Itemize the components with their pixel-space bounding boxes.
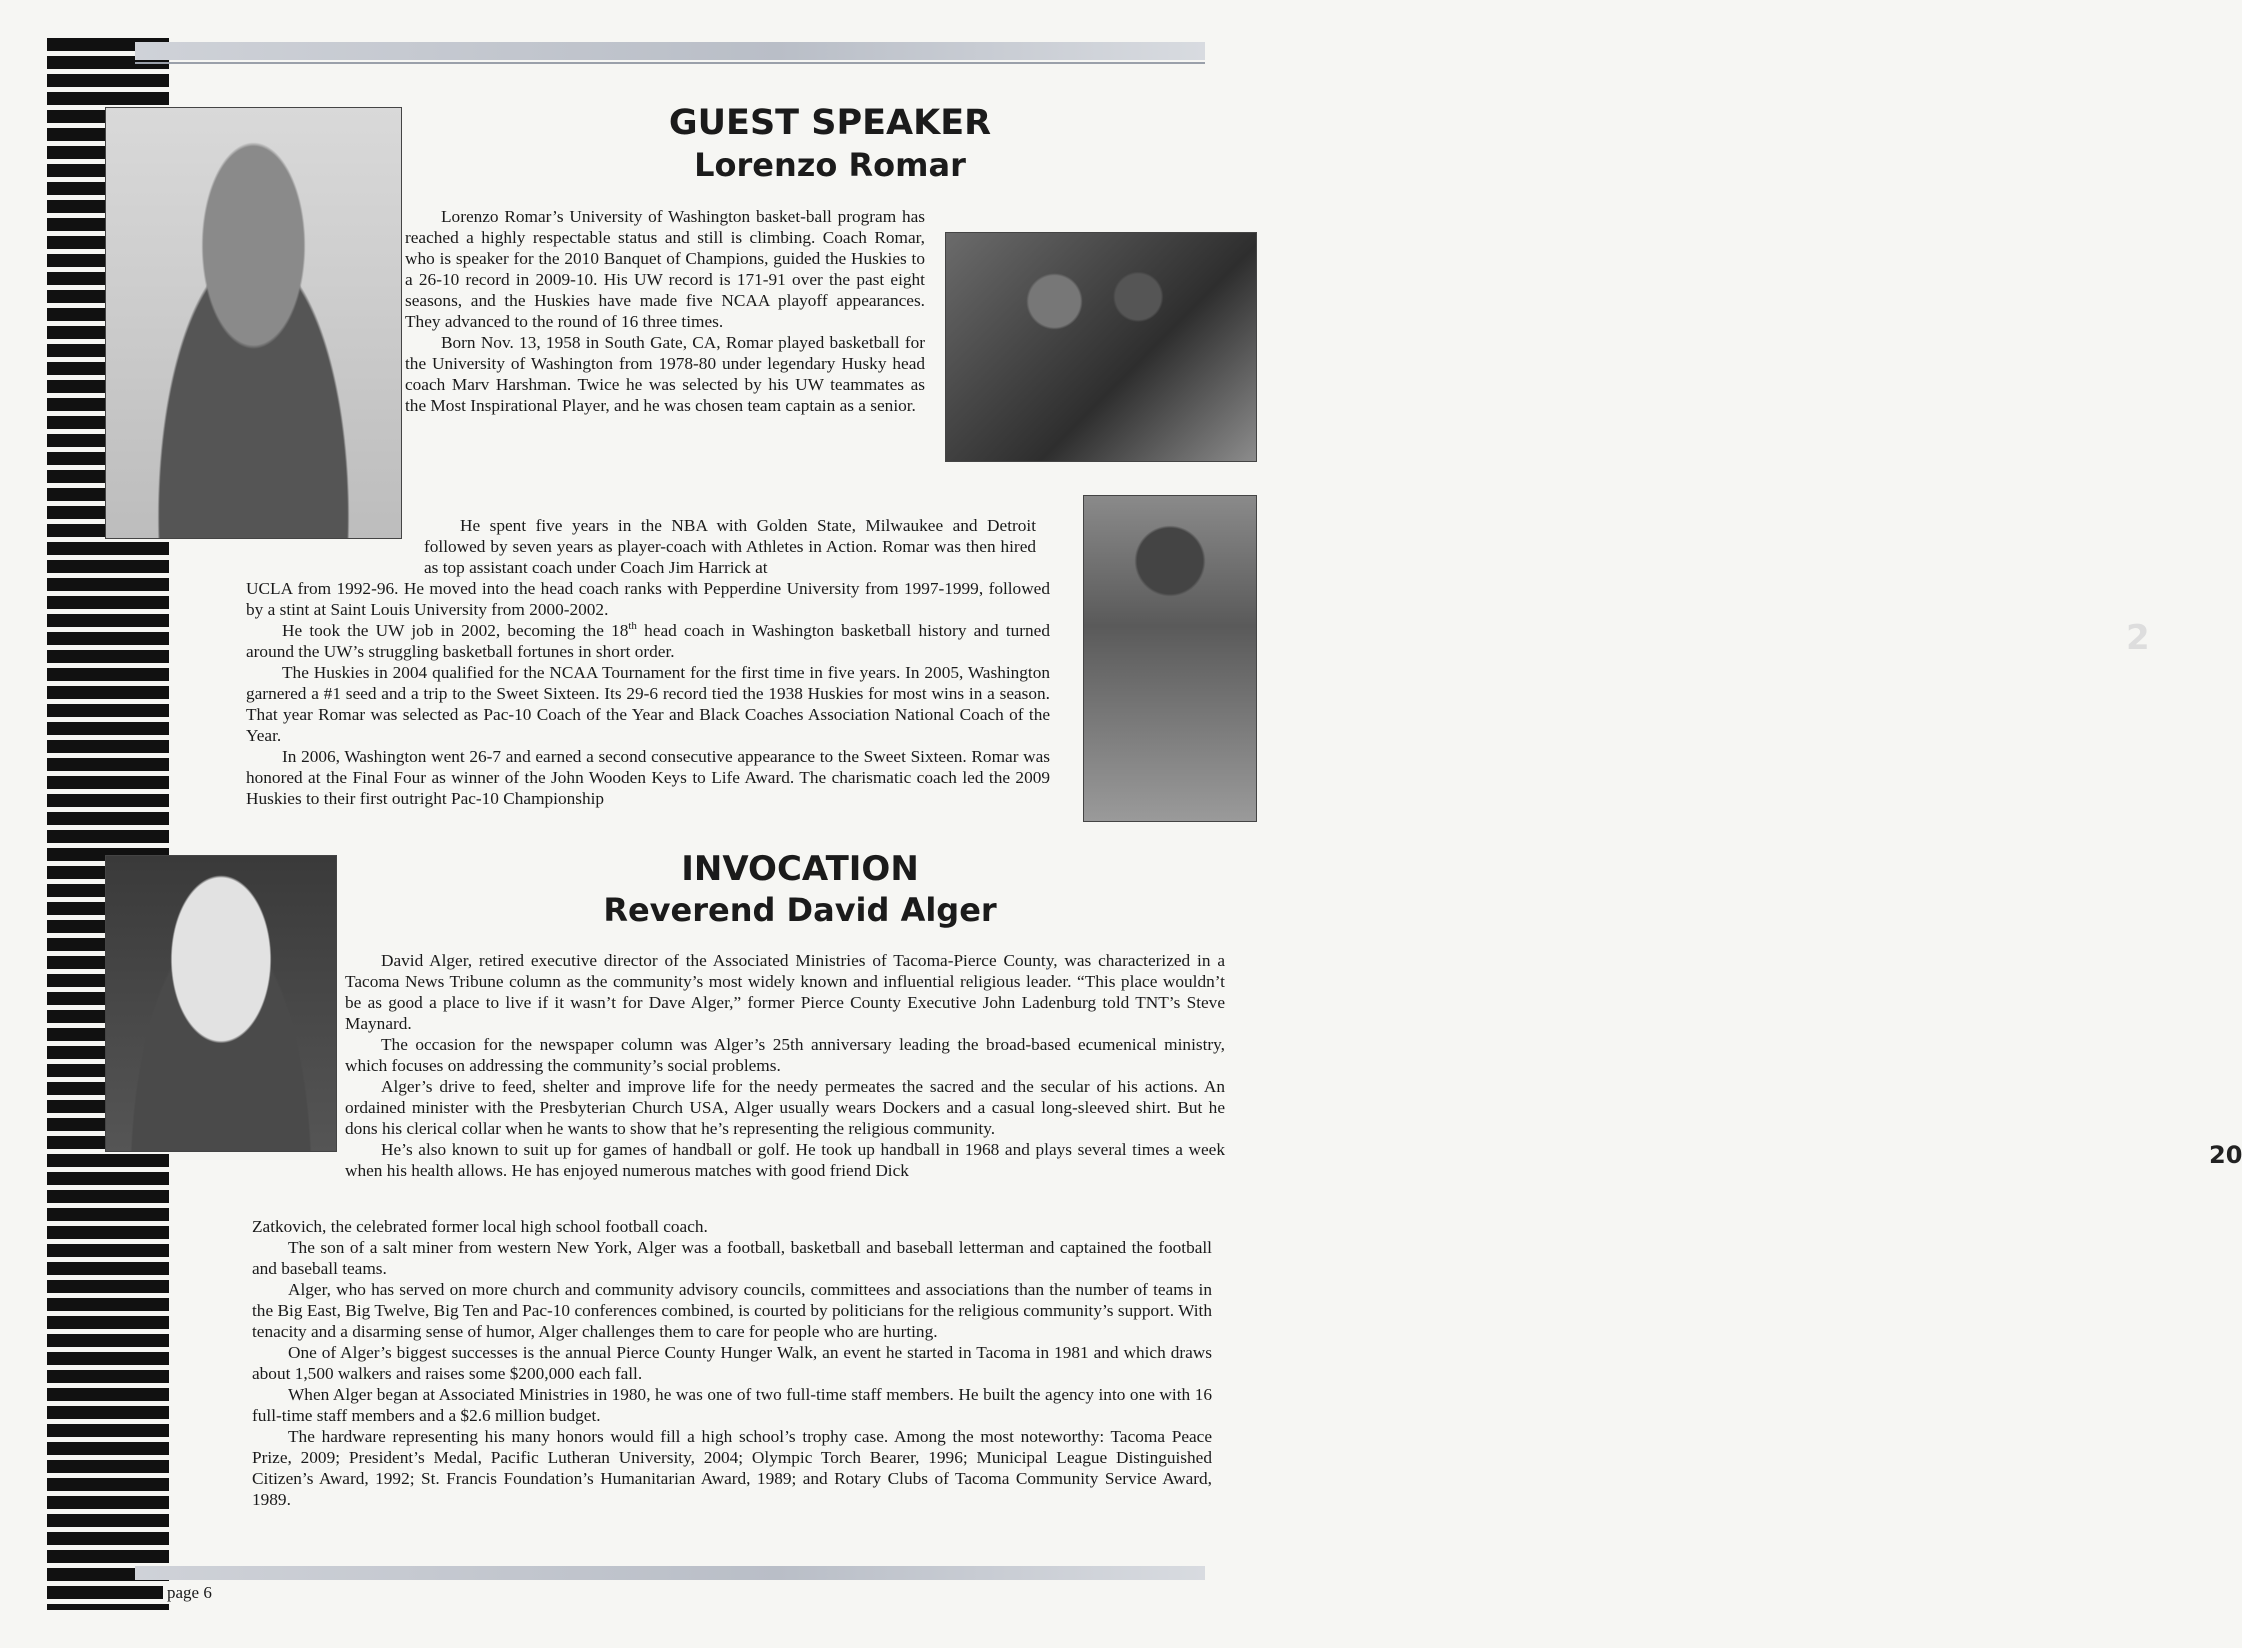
bio-paragraph: One of Alger’s biggest successes is the annual Pierce County Hunger Walk, an event he started in Tacoma in 1981 and which draws about 1,500 walkers and raises some $200,000 each fall. bbox=[252, 1343, 1212, 1383]
invocation-name: Reverend David Alger bbox=[603, 891, 997, 929]
bio-paragraph: David Alger, retired executive director of the Associated Ministries of Tacoma-Pierce County, was characterized in a Tacoma News Tribune column as the community’s most widely known and influential religious leader. “This place wouldn’t be as good a place to live if it wasn’t for Dave Alger,” former Pierce County Executive John Ladenburg told TNT’s Steve Maynard. bbox=[345, 951, 1225, 1033]
bio-paragraph: The hardware representing his many honors would fill a high school’s trophy case. Among the most noteworthy: Tacoma Peace Prize, 2009; President’s Medal, Pacific Lutheran University, 2004; Olympic Torch Bearer, 1996; Municipal League Distinguished Citizen’s Award, 1992; St. Francis Foundation’s Humanitarian Award, 1989; and Rotary Clubs of Tacoma Community Service Award, 1989. bbox=[252, 1427, 1212, 1509]
alger-bio-wide bbox=[252, 1216, 1212, 1510]
alger-bio-narrow bbox=[345, 950, 1225, 1181]
bio-paragraph: When Alger began at Associated Ministries in 1980, he was one of two full-time staff members. He built the agency into one with 16 full-time staff members and a $2.6 million budget. bbox=[252, 1385, 1212, 1425]
bio-text: head coach in Washington basketball history and turned around the UW’s struggling basketball fortunes in short order. bbox=[246, 621, 1050, 661]
section-kicker-guest: GUEST SPEAKER bbox=[668, 103, 992, 143]
jersey-number-graphic: 2 bbox=[2126, 618, 2150, 658]
romar-player-photo bbox=[1083, 495, 2242, 1169]
page-number: page 6 bbox=[163, 1583, 216, 1603]
bio-paragraph: Zatkovich, the celebrated former local high school football coach. bbox=[252, 1217, 708, 1236]
section-kicker-invocation: INVOCATION bbox=[681, 849, 919, 889]
bio-paragraph: UCLA from 1992-96. He moved into the head coach ranks with Pepperdine University from 1997-1999, followed by a stint at Saint Louis University from 2000-2002. bbox=[246, 579, 1050, 619]
top-band bbox=[135, 42, 1205, 60]
bio-paragraph: He spent five years in the NBA with Golden State, Milwaukee and Detroit followed by seven years as player-coach with Athletes in Action. Romar was then hired as top assistant coach under Coach Jim Harrick at bbox=[424, 516, 1036, 577]
bio-paragraph: The occasion for the newspaper column was Alger’s 25th anniversary leading the broad-based ecumenical ministry, which focuses on addressing the community’s social problems. bbox=[345, 1035, 1225, 1075]
romar-bio-lead bbox=[424, 515, 1036, 578]
bio-paragraph: Alger, who has served on more church and community advisory councils, committees and associations than the number of teams in the Big East, Big Twelve, Big Ten and Pac-10 conferences combined, is courted by politicians for the religious community’s support. With tenacity and a disarming sense of humor, Alger challenges them to care for people who are hurting. bbox=[252, 1280, 1212, 1341]
speaker-name: Lorenzo Romar bbox=[694, 146, 966, 184]
bio-paragraph: Born Nov. 13, 1958 in South Gate, CA, Romar played basketball for the University of Washington from 1978-80 under legendary Husky head coach Marv Harshman. Twice he was selected by his UW teammates as the Most Inspirational Player, and he was chosen team captain as a senior. bbox=[405, 333, 925, 415]
bottom-band bbox=[135, 1566, 1205, 1580]
top-band-rule bbox=[135, 62, 1205, 64]
alger-portrait-photo bbox=[105, 855, 337, 1152]
bio-paragraph bbox=[246, 620, 1050, 662]
ordinal-suffix: th bbox=[628, 620, 637, 633]
bio-paragraph: Lorenzo Romar’s University of Washington basket-ball program has reached a highly respectable status and still is climbing. Coach Romar, who is speaker for the 2010 Banquet of Champions, guided the Huskies to a 26-10 record in 2009-10. His UW record is 171-91 over the past eight seasons, and the Huskies have made five NCAA playoff appearances. They advanced to the round of 16 three times. bbox=[405, 207, 925, 331]
bio-text: He took the UW job in 2002, becoming the 18 bbox=[282, 621, 629, 640]
romar-bio-main bbox=[246, 578, 1050, 809]
bio-paragraph: He’s also known to suit up for games of handball or golf. He took up handball in 1968 and plays several times a week when his health allows. He has enjoyed numerous matches with good friend Dick bbox=[345, 1140, 1225, 1180]
romar-bio-column bbox=[405, 206, 925, 416]
bio-paragraph: The son of a salt miner from western New York, Alger was a football, basketball and baseball letterman and captained the football and baseball teams. bbox=[252, 1238, 1212, 1278]
bio-paragraph: Alger’s drive to feed, shelter and improve life for the needy permeates the sacred and the secular of his actions. An ordained minister with the Presbyterian Church USA, Alger usually wears Dockers and a casual long-sleeved shirt. But he dons his clerical collar when he wants to show that he’s representing the religious community. bbox=[345, 1077, 1225, 1138]
romar-coaching-photo bbox=[945, 232, 2150, 658]
romar-portrait-photo bbox=[105, 107, 402, 539]
jersey-number-graphic: 20 bbox=[2209, 1141, 2242, 1169]
bio-paragraph: In 2006, Washington went 26-7 and earned a second consecutive appearance to the Sweet Sixteen. Romar was honored at the Final Four as winner of the John Wooden Keys to Life Award. The charismatic coach led the 2009 Huskies to their first outright Pac-10 Championship bbox=[246, 747, 1050, 808]
bio-paragraph: The Huskies in 2004 qualified for the NCAA Tournament for the first time in five years. In 2005, Washington garnered a #1 seed and a trip to the Sweet Sixteen. Its 29-6 record tied the 1938 Huskies for most wins in a season. That year Romar was selected as Pac-10 Coach of the Year and Black Coaches Association National Coach of the Year. bbox=[246, 663, 1050, 745]
